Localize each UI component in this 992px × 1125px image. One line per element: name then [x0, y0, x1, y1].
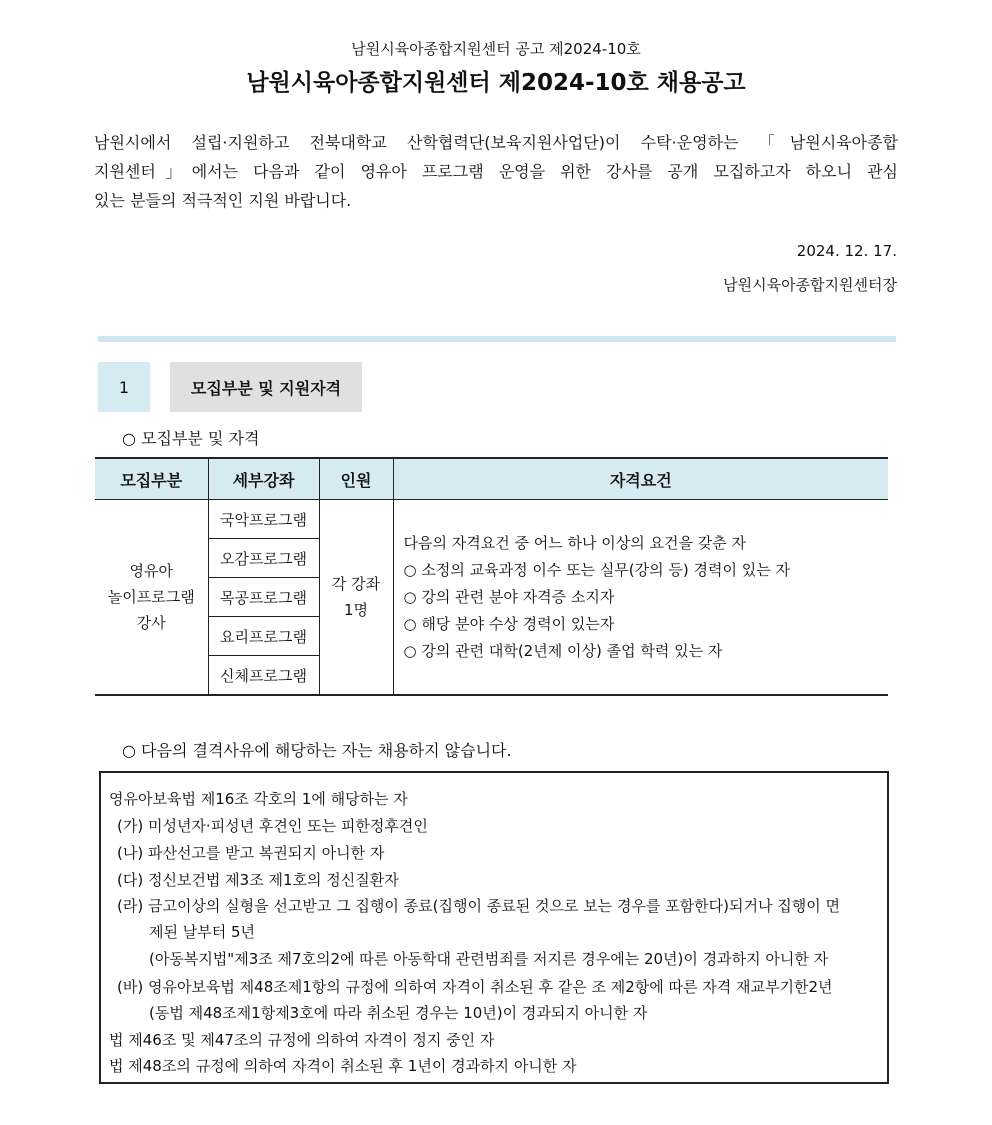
category-line: 놀이프로그램: [107, 588, 195, 606]
qualification-line: ○ 강의 관련 분야 자격증 소지자: [403, 587, 615, 606]
intro-paragraph: [94, 128, 898, 215]
table-header-row: [95, 458, 888, 500]
notice-signer: 남원시육아종합지원센터장: [723, 276, 897, 294]
qualification-cell: [393, 500, 888, 696]
recruitment-table: [95, 457, 888, 696]
disqualification-line: (아동복지법"제3조 제7호의2에 따른 아동학대 관련범죄를 저지른 경우에는 20년)이 경과하지 아니한 자: [149, 950, 829, 968]
header-course: 세부강좌: [208, 458, 319, 500]
header-headcount: 인원: [319, 458, 393, 500]
category-line: 영유아: [129, 562, 173, 580]
category-line: 강사: [136, 614, 166, 632]
section-number: 1: [98, 362, 150, 412]
disqualification-line: 영유아보육법 제16조 각호의 1에 해당하는 자: [109, 790, 408, 808]
intro-line: 지원센터」에서는 다음과 같이 영유아 프로그램 운영을 위한 강사를 공개 모집하고자 하오니 관심: [94, 162, 898, 181]
headcount-line: 각 강좌: [331, 575, 381, 593]
disqualification-line: 법 제46조 및 제47조의 규정에 의하여 자격이 정지 중인 자: [109, 1031, 495, 1049]
category-cell: [95, 500, 208, 696]
disqualification-line: (나) 파산선고를 받고 복권되지 아니한 자: [117, 844, 385, 862]
qualification-line: ○ 강의 관련 대학(2년제 이상) 졸업 학력 있는 자: [403, 641, 723, 660]
subsection-heading: ○ 모집부분 및 자격: [122, 429, 260, 448]
qualification-line: 다음의 자격요건 중 어느 하나 이상의 요건을 갖춘 자: [403, 533, 746, 552]
section-divider: [98, 336, 896, 342]
section-title: 모집부분 및 지원자격: [170, 362, 362, 412]
course-cell: 오감프로그램: [208, 539, 319, 578]
qualification-line: ○ 해당 분야 수상 경력이 있는자: [403, 614, 615, 633]
notice-date: 2024. 12. 17.: [796, 242, 897, 260]
headcount-cell: [319, 500, 393, 696]
headcount-line: 1명: [343, 601, 369, 619]
course-cell: 요리프로그램: [208, 617, 319, 656]
qualification-line: ○ 소정의 교육과정 이수 또는 실무(강의 등) 경력이 있는 자: [403, 560, 790, 579]
disqualification-line: 제된 날부터 5년: [149, 923, 256, 941]
disqualification-line: (바) 영유아보육법 제48조제1항의 규정에 의하여 자격이 취소된 후 같은 조 제2항에 따른 자격 재교부기한2년: [117, 978, 833, 996]
header-category: 모집부분: [95, 458, 208, 500]
disqualification-heading: ○ 다음의 결격사유에 해당하는 자는 채용하지 않습니다.: [122, 741, 512, 760]
course-cell: 국악프로그램: [208, 500, 319, 539]
intro-line: 있는 분들의 적극적인 지원 바랍니다.: [94, 191, 352, 210]
header-qualification: 자격요건: [393, 458, 888, 500]
course-cell: 목공프로그램: [208, 578, 319, 617]
disqualification-line: (라) 금고이상의 실형을 선고받고 그 집행이 종료(집행이 종료된 것으로 보는 경우를 포함한다)되거나 집행이 면: [117, 897, 840, 915]
intro-line: 남원시에서 설립·지원하고 전북대학교 산학협력단(보육지원사업단)이 수탁·운영하는 「남원시육아종합: [94, 133, 898, 152]
page-title: 남원시육아종합지원센터 제2024-10호 채용공고: [246, 70, 746, 96]
disqualification-line: (다) 정신보건법 제3조 제1호의 정신질환자: [117, 871, 399, 889]
disqualification-box: [99, 771, 889, 1084]
disqualification-line: (가) 미성년자·피성년 후견인 또는 피한정후견인: [117, 817, 428, 835]
disqualification-line: 법 제48조의 규정에 의하여 자격이 취소된 후 1년이 경과하지 아니한 자: [109, 1057, 577, 1075]
course-cell: 신체프로그램: [208, 656, 319, 696]
notice-subtitle: 남원시육아종합지원센터 공고 제2024-10호: [351, 40, 641, 58]
table-row: [95, 500, 888, 539]
disqualification-line: (동법 제48조제1항제3호에 따라 취소된 경우는 10년)이 경과되지 아니한 자: [149, 1004, 648, 1022]
